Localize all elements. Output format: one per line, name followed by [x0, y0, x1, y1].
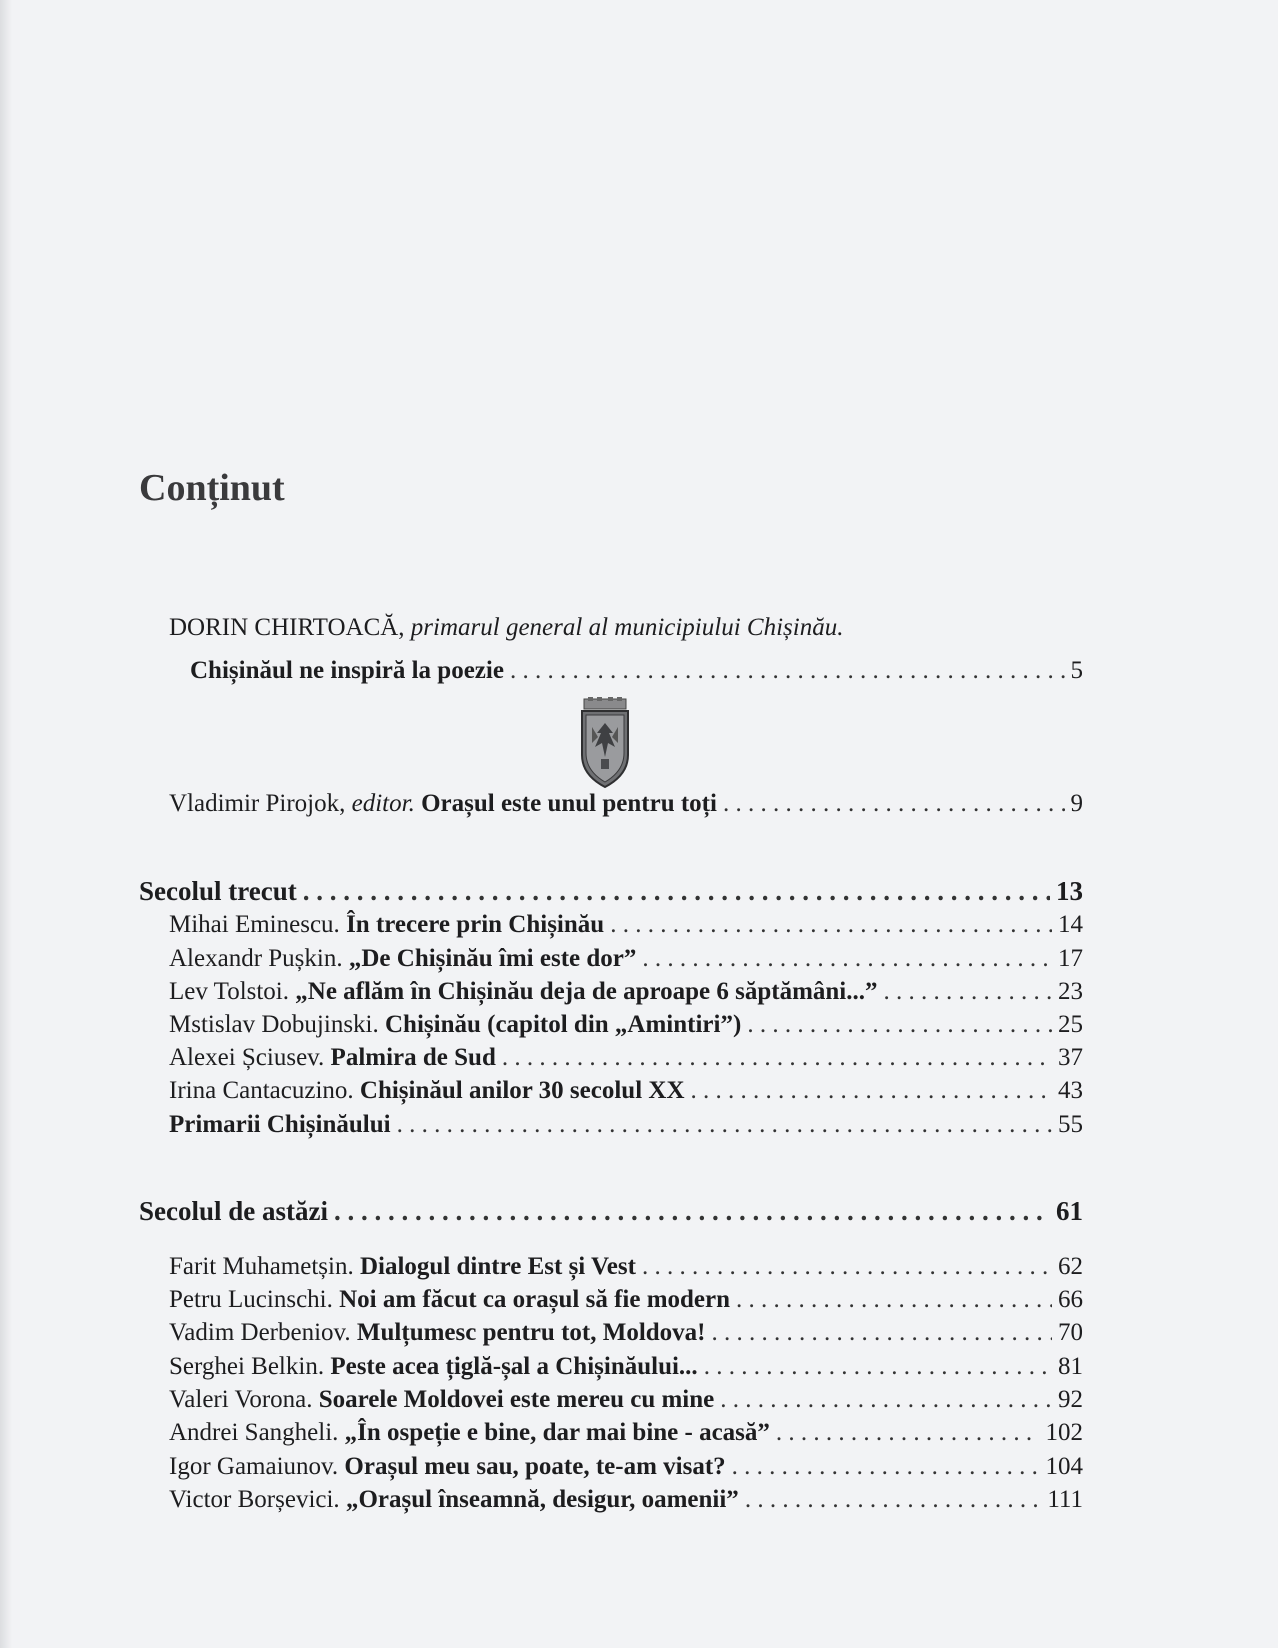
entry-page: 70: [1058, 1319, 1083, 1346]
leader-dots: [747, 1010, 1052, 1040]
leader-dots: [510, 656, 1065, 686]
page-edge: [0, 0, 12, 1648]
entry-page: 14: [1058, 911, 1083, 938]
entry-work: „Orașul înseamnă, desigur, oamenii”: [345, 1486, 739, 1513]
entry-page: 55: [1058, 1111, 1083, 1138]
entry-author: Mihai Eminescu.: [169, 911, 340, 938]
toc-entry[interactable]: [169, 1110, 1083, 1140]
toc-entry[interactable]: [169, 1385, 1083, 1415]
intro-work: Chișinăul ne inspiră la poezie: [190, 657, 504, 684]
leader-dots: [720, 1385, 1052, 1415]
entry-work: Orașul meu sau, poate, te-am visat?: [344, 1453, 726, 1480]
section1-title: Secolul trecut: [139, 876, 297, 906]
leader-dots: [723, 789, 1065, 819]
entry-page: 66: [1058, 1286, 1083, 1313]
leader-dots: [397, 1110, 1052, 1140]
toc-entry[interactable]: [169, 1418, 1083, 1448]
entry-page: 104: [1045, 1453, 1083, 1480]
leader-dots: [704, 1352, 1052, 1382]
leader-dots: [303, 876, 1050, 906]
toc-entry-intro[interactable]: [190, 656, 1083, 686]
entry-author: Igor Gamaiunov.: [169, 1453, 339, 1480]
entry-work: Noi am făcut ca orașul să fie modern: [339, 1286, 731, 1313]
toc-entry[interactable]: [169, 910, 1083, 940]
coat-of-arms-icon: [578, 697, 632, 789]
entry-work: Soarele Moldovei este mereu cu mine: [318, 1386, 715, 1413]
entry-page: 92: [1058, 1386, 1083, 1413]
toc-entry-editor[interactable]: [169, 789, 1083, 819]
leader-dots: [736, 1285, 1052, 1315]
toc-entry[interactable]: [169, 1010, 1083, 1040]
entry-author: Valeri Vorona.: [169, 1386, 313, 1413]
entry-work: Chișinăul anilor 30 secolul XX: [359, 1077, 685, 1104]
entry-work: Primarii Chișinăului: [169, 1111, 391, 1138]
section2-page: 61: [1056, 1196, 1083, 1226]
intro-author: DORIN CHIRTOACĂ,: [169, 614, 405, 641]
page-title: Conținut: [139, 467, 285, 509]
editor-work: Orașul este unul pentru toți: [421, 790, 717, 817]
editor-entry-text: [169, 789, 717, 819]
entry-page: 17: [1058, 945, 1083, 972]
entry-author: Andrei Sangheli.: [169, 1419, 339, 1446]
entry-page: 43: [1058, 1077, 1083, 1104]
leader-dots: [745, 1485, 1042, 1515]
entry-page: 25: [1058, 1011, 1083, 1038]
entry-author: Farit Muhametșin.: [169, 1253, 354, 1280]
entry-work: „De Chișinău îmi este dor”: [348, 945, 637, 972]
entry-work: Palmira de Sud: [330, 1044, 496, 1071]
leader-dots: [691, 1076, 1052, 1106]
leader-dots: [642, 944, 1052, 974]
entry-author: Petru Lucinschi.: [169, 1286, 333, 1313]
leader-dots: [732, 1452, 1040, 1482]
toc-entry[interactable]: [169, 1318, 1083, 1348]
intro-author-line: [169, 613, 843, 643]
entry-work: Dialogul dintre Est și Vest: [359, 1253, 636, 1280]
entry-page: 81: [1058, 1353, 1083, 1380]
editor-page: 9: [1070, 790, 1083, 817]
entry-page: 23: [1058, 978, 1083, 1005]
toc-entry[interactable]: [169, 1285, 1083, 1315]
leader-dots: [334, 1196, 1050, 1226]
entry-author: Serghei Belkin.: [169, 1353, 325, 1380]
entry-work: În trecere prin Chișinău: [346, 911, 605, 938]
toc-entry[interactable]: [169, 1043, 1083, 1073]
toc-entry[interactable]: [169, 1452, 1083, 1482]
toc-entry[interactable]: [169, 1485, 1083, 1515]
entry-work: „În ospeție e bine, dar mai bine - acasă”: [344, 1419, 770, 1446]
entry-author: Victor Borșevici.: [169, 1486, 340, 1513]
section2-title: Secolul de astăzi: [139, 1196, 328, 1226]
editor-author: Vladimir Pirojok,: [169, 790, 346, 817]
entry-work: Peste acea țiglă-șal a Chișinăului...: [330, 1353, 698, 1380]
section1-page: 13: [1056, 876, 1083, 906]
toc-entry[interactable]: [169, 1252, 1083, 1282]
intro-role: primarul general al municipiului Chișinău.: [410, 614, 844, 641]
entry-work: Mulțumesc pentru tot, Moldova!: [356, 1319, 706, 1346]
leader-dots: [642, 1252, 1052, 1282]
entry-page: 62: [1058, 1253, 1083, 1280]
entry-author: Vadim Derbeniov.: [169, 1319, 351, 1346]
section-heading-secolul-de-astazi[interactable]: [139, 1196, 1083, 1226]
entry-work: Chișinău (capitol din „Amintiri”): [385, 1011, 742, 1038]
toc-entry[interactable]: [169, 1076, 1083, 1106]
entry-page: 111: [1047, 1486, 1083, 1513]
entry-author: Irina Cantacuzino.: [169, 1077, 354, 1104]
entry-author: Mstislav Dobujinski.: [169, 1011, 379, 1038]
section-heading-secolul-trecut[interactable]: [139, 876, 1083, 906]
entry-page: 37: [1058, 1044, 1083, 1071]
leader-dots: [884, 977, 1052, 1007]
toc-entry[interactable]: [169, 977, 1083, 1007]
leader-dots: [712, 1318, 1053, 1348]
entry-page: 102: [1045, 1419, 1083, 1446]
editor-role: editor.: [351, 790, 415, 817]
leader-dots: [776, 1418, 1040, 1448]
entry-author: Alexei Șciusev.: [169, 1044, 325, 1071]
entry-work: „Ne aflăm în Chișinău deja de aproape 6 săptămâni...”: [295, 978, 878, 1005]
entry-author: Lev Tolstoi.: [169, 978, 290, 1005]
intro-page: 5: [1070, 657, 1083, 684]
leader-dots: [610, 910, 1052, 940]
toc-entry[interactable]: [169, 944, 1083, 974]
entry-author: Alexandr Pușkin.: [169, 945, 343, 972]
toc-entry[interactable]: [169, 1352, 1083, 1382]
leader-dots: [502, 1043, 1052, 1073]
